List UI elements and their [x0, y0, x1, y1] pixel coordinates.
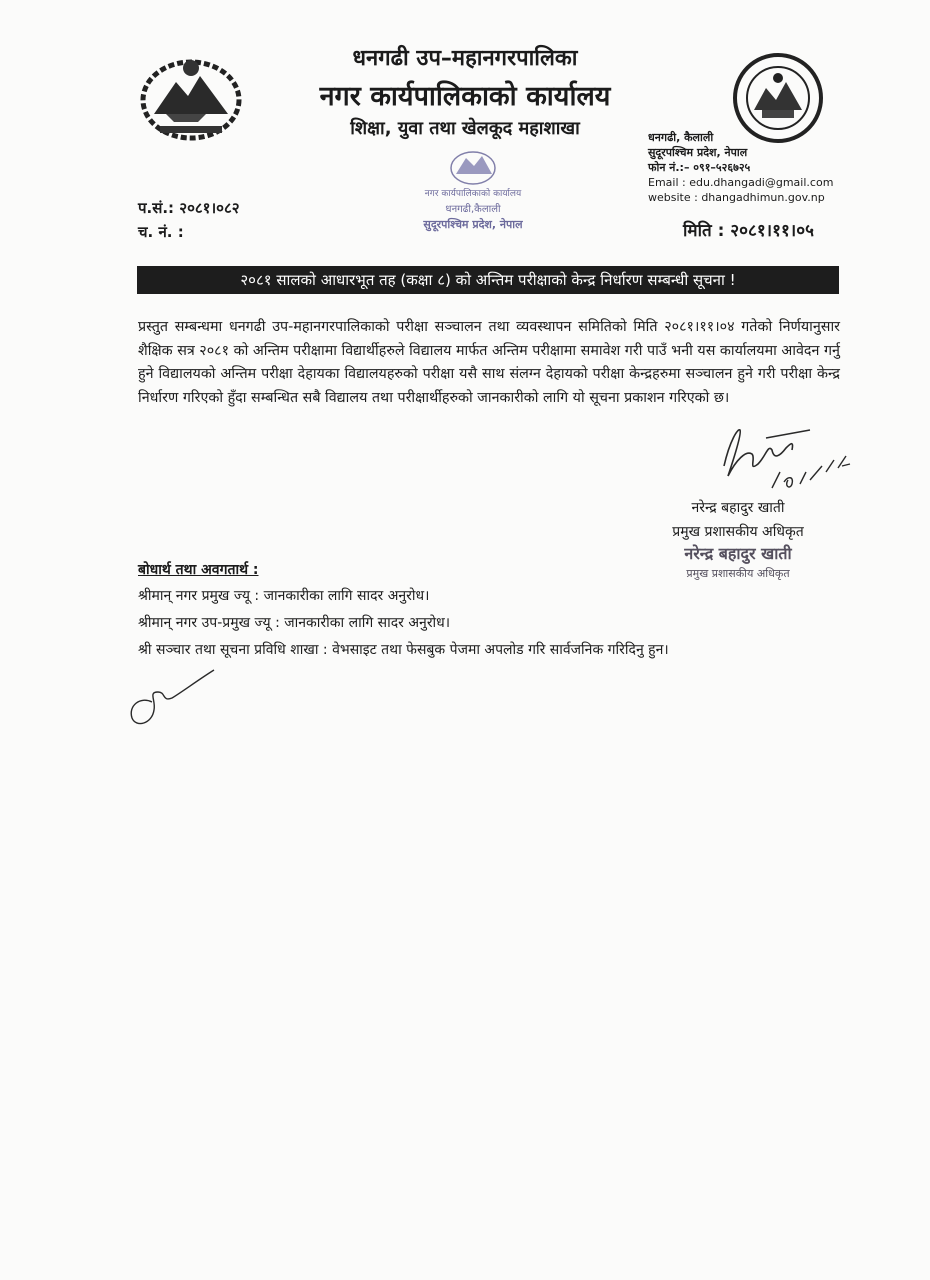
contact-email: Email : edu.dhangadi@gmail.com [648, 176, 834, 189]
signatory-stamp-designation: प्रमुख प्रशासकीय अधिकृत [686, 567, 790, 580]
cc-item: श्रीमान् नगर प्रमुख ज्यू : जानकारीका लागि सादर अनुरोध। [138, 588, 430, 604]
notice-title-banner: २०८१ सालको आधारभूत तह (कक्षा ८) को अन्तिम परीक्षाको केन्द्र निर्धारण सम्बन्धी सूचना ! [137, 266, 839, 294]
municipality-name: धनगढी उप–महानगरपालिका [352, 46, 578, 71]
office-stamp [388, 128, 558, 238]
letter-number: प.सं.: २०८१।०८२ [138, 199, 240, 217]
svg-text:सुदूरपश्चिम प्रदेश, नेपाल: सुदूरपश्चिम प्रदेश, नेपाल [423, 218, 523, 231]
notice-body: प्रस्तुत सम्बन्धमा धनगढी उप-महानगरपालिकाको परीक्षा सञ्चालन तथा व्यवस्थापन समितिको मिति २०८१।११।०४ गतेको निर्णयानुसार शैक्षिक सत्र २०८१ को अन्तिम परीक्षामा विद्यार्थीहरुले विद्यालय मार्फत अन्तिम परीक्षामा समावेश गरी पाउँ भनी यस कार्यालयमा आवेदन गर्नु हुने विद्यालयको अन्तिम परीक्षा देहायका विद्यालयहरुको परीक्षा यसै साथ संलग्न देहायको परीक्षा केन्द्रहरुमा सञ्चालन हुने गरी परीक्षा केन्द्र निर्धारण गरिएको हुँदा सम्बन्धित सबै विद्यालय तथा परीक्षार्थीहरुको जानकारीको लागि यो सूचना प्रकाशन गरिएको छ। [138, 319, 840, 406]
nepal-emblem-logo [136, 52, 246, 142]
contact-address-line2: सुदूरपश्चिम प्रदेश, नेपाल [648, 146, 748, 159]
contact-website: website : dhangadhimun.gov.np [648, 191, 825, 204]
svg-text:नगर कार्यपालिकाको कार्यालय: नगर कार्यपालिकाको कार्यालय [424, 189, 522, 199]
signatory-designation: प्रमुख प्रशासकीय अधिकृत [672, 524, 804, 540]
office-name: नगर कार्यपालिकाको कार्यालय [319, 81, 611, 112]
cc-item: श्री सञ्चार तथा सूचना प्रविधि शाखा : वेभसाइट तथा फेसबुक पेजमा अपलोड गरि सार्वजनिक गरिदिनु हुन। [138, 642, 669, 658]
signatory-stamp [628, 542, 848, 581]
handwritten-initial [122, 662, 222, 732]
contact-block [648, 130, 838, 205]
letter-date: मिति : २०८१।११।०५ [683, 221, 814, 241]
cc-heading: बोधार्थ तथा अवगतार्थ : [138, 562, 259, 578]
handwritten-signature [710, 420, 860, 500]
signatory-block [628, 496, 848, 544]
contact-phone: फोन नं.:– ०९१–५२६७२५ [648, 161, 751, 174]
contact-address-line1: धनगढी, कैलाली [648, 131, 714, 144]
cc-item: श्रीमान् नगर उप-प्रमुख ज्यू : जानकारीका लागि सादर अनुरोध। [138, 615, 451, 631]
signatory-name: नरेन्द्र बहादुर खाती [691, 500, 785, 516]
signatory-stamp-name: नरेन्द्र बहादुर खाती [684, 544, 792, 563]
svg-text:धनगढी,कैलाली: धनगढी,कैलाली [445, 204, 501, 215]
dispatch-number: च. नं. : [138, 223, 184, 241]
reference-block [138, 196, 240, 244]
division-name: शिक्षा, युवा तथा खेलकूद महाशाखा [350, 118, 580, 139]
cc-list [138, 583, 838, 664]
